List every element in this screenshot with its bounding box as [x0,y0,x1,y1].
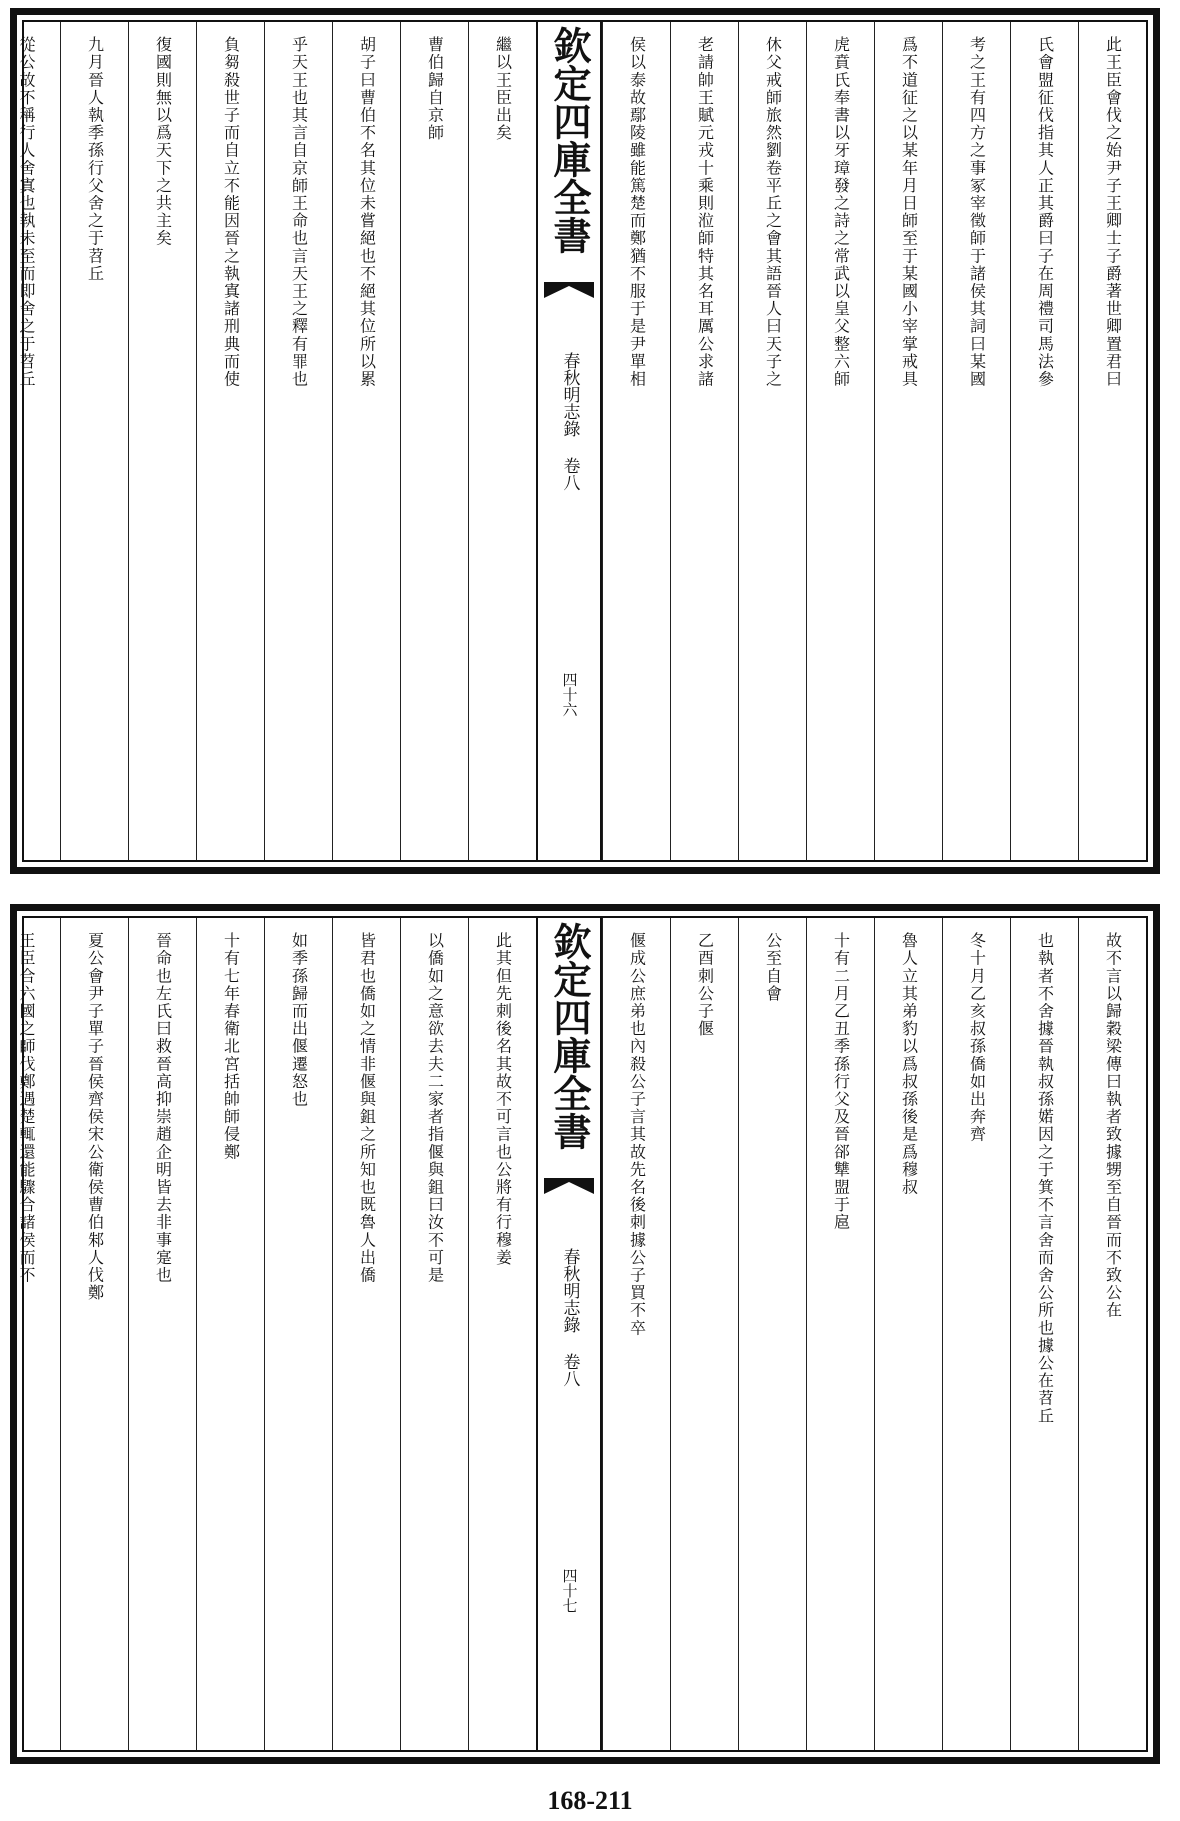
column-text: 侯以泰故鄢陵雖能篤楚而鄭猶不服于是尹單相 [627,36,647,388]
text-column [400,918,468,1750]
text-column [942,22,1010,860]
text-column [1078,22,1146,860]
column-text: 此王臣會伐之始尹子王卿士子爵著世卿置君曰 [1103,36,1123,388]
text-column [670,22,738,860]
page-top-grid [17,20,1148,862]
center-spine [536,22,602,860]
text-column [60,918,128,1750]
text-column [128,22,196,860]
text-column [264,918,332,1750]
scanned-page-top [10,8,1160,874]
spine-title: 欽定四庫全書 [547,922,592,1150]
spine-title: 欽定四庫全書 [547,26,592,254]
text-column [468,918,536,1750]
column-text: 故不言以歸穀梁傳曰執者致據甥至自晉而不致公在 [1103,932,1123,1320]
text-column [670,918,738,1750]
column-text: 乙酉刺公子偃 [695,932,715,1038]
column-text: 晉命也左氏曰救晉高抑崇趙企明皆去非事寔也 [153,932,173,1284]
text-column [468,22,536,860]
spine-book-title: 春秋明志錄 卷八 [559,352,580,491]
column-text: 十有二月乙丑季孫行父及晉郤犨盟于扈 [831,932,851,1232]
text-column [196,918,264,1750]
text-column [1010,918,1078,1750]
fishtail-mark-icon [544,1178,594,1194]
text-column [1078,918,1146,1750]
column-text: 王臣合六國之師伐鄭遇楚輒還能驟合諸侯而不 [17,932,36,1284]
scanned-page-bottom [10,904,1160,1764]
column-text: 從公故不稱行人舍寘也執未至而即舍之于苕丘 [17,36,36,388]
center-spine [536,918,602,1750]
column-text: 爲不道征之以某年月日師至于某國小宰掌戒具 [899,36,919,388]
fishtail-mark-icon [544,282,594,298]
text-column [60,22,128,860]
text-column [806,22,874,860]
column-text: 考之王有四方之事冢宰徵師于諸侯其詞曰某國 [967,36,987,388]
text-column [806,918,874,1750]
text-column [874,918,942,1750]
column-text: 夏公會尹子單子晉侯齊侯宋公衛侯曹伯邾人伐鄭 [85,932,105,1302]
text-column [332,918,400,1750]
text-column [400,22,468,860]
spine-book-title: 春秋明志錄 卷八 [559,1248,580,1387]
text-column [942,918,1010,1750]
page-bottom-grid [17,916,1148,1752]
column-text: 氏會盟征伐指其人正其爵曰子在周禮司馬法參 [1035,36,1055,388]
column-text: 公至自會 [763,932,783,1003]
column-text: 負芻殺世子而自立不能因晉之執寘諸刑典而使 [221,36,241,388]
column-text: 也執者不舍據晉執叔孫婼因之于箕不言舍而舍公所也據公在苕丘 [1035,932,1055,1425]
text-column [128,918,196,1750]
column-text: 以僑如之意欲去夫二家者指偃與鉏曰汝不可是 [425,932,445,1284]
text-column [264,22,332,860]
text-column [0,918,60,1750]
text-column [602,22,670,860]
text-column [0,22,60,860]
column-text: 十有七年春衛北宮括帥師侵鄭 [221,932,241,1161]
text-column [738,22,806,860]
column-text: 曹伯歸自京師 [425,36,445,142]
text-column [602,918,670,1750]
column-text: 復國則無以爲天下之共主矣 [153,36,173,248]
column-text: 如季孫歸而出偃遷怒也 [289,932,309,1108]
column-text: 冬十月乙亥叔孫僑如出奔齊 [967,932,987,1144]
column-text: 此其但先刺後名其故不可言也公將有行穆姜 [493,932,513,1267]
column-text: 九月晉人執季孫行父舍之于苕丘 [85,36,105,283]
column-text: 乎天王也其言自京師王命也言天王之釋有罪也 [289,36,309,388]
column-text: 老請帥王賦元戎十乘則涖師特其名耳厲公求諸 [695,36,715,388]
page-footer-number: 168-211 [547,1786,633,1815]
column-text: 胡子曰曹伯不名其位未嘗絕也不絕其位所以累 [357,36,377,388]
column-text: 皆君也僑如之情非偃與鉏之所知也既魯人出僑 [357,932,377,1284]
column-text: 魯人立其弟豹以爲叔孫後是爲穆叔 [899,932,919,1196]
column-text: 休父戒師旅然劉卷平丘之會其語晉人曰天子之 [763,36,783,388]
spine-page-number: 四十六 [560,672,579,717]
spine-page-number: 四十七 [560,1568,579,1613]
text-column [1010,22,1078,860]
text-column [196,22,264,860]
column-text: 偃成公庶弟也內殺公子言其故先名後刺據公子買不卒 [627,932,647,1337]
column-text: 繼以王臣出矣 [493,36,513,142]
column-text: 虎賁氏奉書以牙璋發之詩之常武以皇父整六師 [831,36,851,388]
text-column [738,918,806,1750]
text-column [332,22,400,860]
text-column [874,22,942,860]
